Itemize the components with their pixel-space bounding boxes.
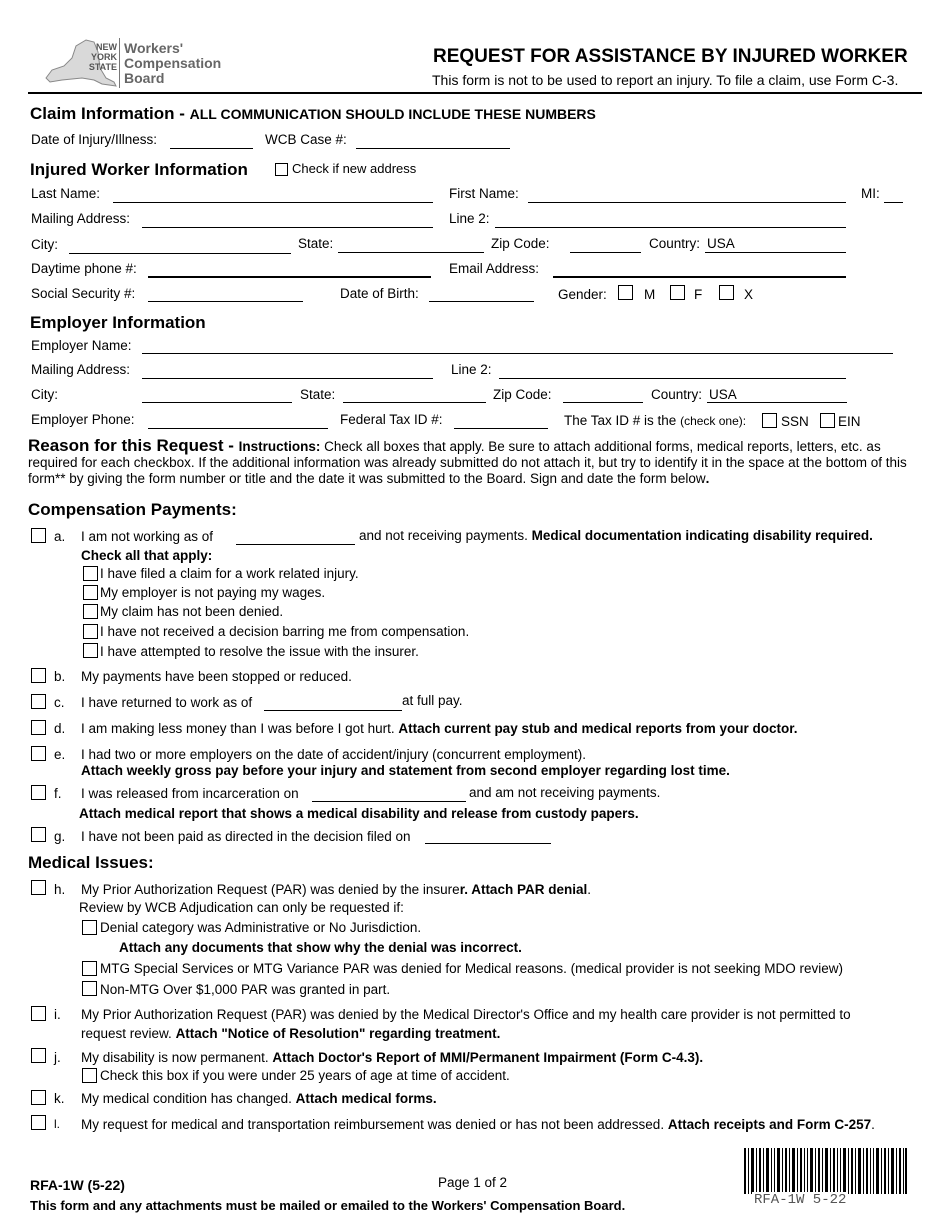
- state-field[interactable]: [338, 252, 484, 253]
- item-a-sub1-checkbox[interactable]: [83, 566, 98, 581]
- item-a-sub4-checkbox[interactable]: [83, 624, 98, 639]
- logo-state-text: NEW YORK STATE: [88, 42, 117, 72]
- mi-label: MI:: [861, 186, 880, 201]
- item-c-text1: I have returned to work as of: [81, 695, 253, 710]
- item-a-letter: a.: [54, 529, 66, 544]
- item-e-bold: Attach weekly gross pay before your injury and statement from second employer regarding lost time.: [81, 763, 730, 778]
- item-l-letter: l.: [54, 1117, 60, 1131]
- item-l-checkbox[interactable]: [31, 1115, 46, 1130]
- item-g-text: I have not been paid as directed in the decision filed on: [81, 829, 411, 844]
- email-label: Email Address:: [449, 261, 540, 276]
- zip-field[interactable]: [570, 252, 641, 253]
- item-b-checkbox[interactable]: [31, 668, 46, 683]
- employer-mailing-label: Mailing Address:: [31, 362, 131, 377]
- item-j-sub-checkbox[interactable]: [82, 1068, 97, 1083]
- item-j-letter: j.: [54, 1050, 61, 1065]
- item-b-text: My payments have been stopped or reduced.: [81, 669, 352, 684]
- item-d-letter: d.: [54, 721, 66, 736]
- gender-m-label: M: [644, 287, 656, 302]
- barcode-text: RFA-1W 5-22: [754, 1192, 847, 1208]
- item-f-text1: I was released from incarceration on: [81, 786, 299, 801]
- tax-id-ein-label: EIN: [838, 414, 861, 429]
- item-i-text1: My Prior Authorization Request (PAR) was denied by the Medical Director's Office and my health care provider is not permitted to: [81, 1007, 851, 1022]
- item-a-text2: and not receiving payments. Medical documentation indicating disability required.: [359, 528, 873, 543]
- state-label: State:: [298, 236, 334, 251]
- phone-label: Daytime phone #:: [31, 261, 137, 276]
- new-address-label: Check if new address: [292, 161, 417, 176]
- item-j-text: My disability is now permanent. Attach Doctor's Report of MMI/Permanent Impairment (Form C-4.3).: [81, 1050, 704, 1065]
- employer-line2-field[interactable]: [499, 378, 846, 379]
- employer-line2-label: Line 2:: [451, 362, 492, 377]
- date-of-injury-label: Date of Injury/Illness:: [31, 132, 158, 147]
- employer-country-field[interactable]: USA: [709, 387, 737, 402]
- item-g-checkbox[interactable]: [31, 827, 46, 842]
- item-a-sub2-checkbox[interactable]: [83, 585, 98, 600]
- item-a-text1: I am not working as of: [81, 529, 214, 544]
- item-g-date-field[interactable]: [425, 843, 551, 844]
- item-j-sub-text: Check this box if you were under 25 years of age at time of accident.: [100, 1068, 510, 1083]
- last-name-label: Last Name:: [31, 186, 101, 201]
- employer-name-label: Employer Name:: [31, 338, 132, 353]
- first-name-label: First Name:: [449, 186, 519, 201]
- city-label: City:: [31, 237, 58, 252]
- item-h-sub2-text: MTG Special Services or MTG Variance PAR was denied for Medical reasons. (medical provider is not seeking MDO review): [100, 961, 844, 976]
- item-l-text: My request for medical and transportation reimbursement was denied or has not been addressed. Attach receipts and Form C-257.: [81, 1117, 875, 1132]
- tax-id-ein-checkbox[interactable]: [820, 413, 835, 428]
- first-name-field[interactable]: [528, 202, 846, 203]
- item-a-check-all: Check all that apply:: [81, 548, 213, 563]
- item-i-letter: i.: [54, 1007, 61, 1022]
- medical-heading: Medical Issues:: [28, 853, 154, 872]
- gender-label: Gender:: [558, 287, 607, 302]
- dob-label: Date of Birth:: [340, 286, 419, 301]
- item-h-sub3-text: Non-MTG Over $1,000 PAR was granted in part.: [100, 982, 391, 997]
- compensation-heading: Compensation Payments:: [28, 500, 237, 519]
- item-a-checkbox[interactable]: [31, 528, 46, 543]
- line2-field[interactable]: [495, 227, 846, 228]
- employer-phone-field[interactable]: [148, 428, 328, 429]
- nys-wcb-logo: [42, 38, 222, 90]
- item-c-letter: c.: [54, 695, 65, 710]
- mi-field[interactable]: [884, 202, 903, 203]
- item-h-checkbox[interactable]: [31, 880, 46, 895]
- item-h-sub1-bold: Attach any documents that show why the denial was incorrect.: [119, 940, 522, 955]
- header-rule: [28, 92, 922, 94]
- tax-id-field[interactable]: [454, 428, 548, 429]
- employer-zip-field[interactable]: [563, 402, 643, 403]
- tax-id-ssn-checkbox[interactable]: [762, 413, 777, 428]
- reason-instructions: Reason for this Request - Instructions: Check all boxes that apply. Be sure to attach additional forms, medical reports, letters, etc. as required for each checkbox. If the additional information was already submitted do not attach it, but try to identify it in the space at the bottom of this form** by giving the form number or title and the date it was submitted to the Board. Sign and date the form below.: [28, 436, 907, 486]
- phone-field[interactable]: [148, 276, 431, 278]
- country-field[interactable]: USA: [707, 236, 735, 251]
- worker-heading: Injured Worker Information: [30, 160, 248, 179]
- item-h-sub2-checkbox[interactable]: [82, 961, 97, 976]
- barcode: [744, 1148, 907, 1208]
- item-c-text2: at full pay.: [402, 693, 463, 708]
- line2-label: Line 2:: [449, 211, 490, 226]
- employer-heading: Employer Information: [30, 313, 206, 332]
- last-name-field[interactable]: [113, 202, 433, 203]
- item-h-sub1-checkbox[interactable]: [82, 920, 97, 935]
- item-a-sub4-text: I have not received a decision barring me from compensation.: [100, 624, 470, 639]
- item-h-review: Review by WCB Adjudication can only be requested if:: [79, 900, 404, 915]
- city-field[interactable]: [69, 253, 291, 254]
- item-i-checkbox[interactable]: [31, 1006, 46, 1021]
- item-a-sub5-text: I have attempted to resolve the issue with the insurer.: [100, 644, 419, 659]
- item-c-date-field[interactable]: [264, 710, 402, 711]
- gender-m-checkbox[interactable]: [618, 285, 633, 300]
- employer-country-label: Country:: [651, 387, 703, 402]
- item-a-sub5-checkbox[interactable]: [83, 643, 98, 658]
- zip-label: Zip Code:: [491, 236, 550, 251]
- wcb-case-field[interactable]: [356, 148, 510, 149]
- tax-id-ssn-label: SSN: [781, 414, 809, 429]
- logo-org-text: Workers' Compensation Board: [124, 40, 222, 86]
- claim-heading: Claim Information - ALL COMMUNICATION SHOULD INCLUDE THESE NUMBERS: [30, 104, 596, 123]
- item-e-checkbox[interactable]: [31, 746, 46, 761]
- item-f-text2: and am not receiving payments.: [469, 785, 661, 800]
- wcb-case-label: WCB Case #:: [265, 132, 347, 147]
- item-f-bold: Attach medical report that shows a medical disability and release from custody papers.: [79, 806, 639, 821]
- item-k-letter: k.: [54, 1091, 65, 1106]
- gender-x-checkbox[interactable]: [719, 285, 734, 300]
- ssn-field[interactable]: [148, 301, 303, 302]
- date-of-injury-field[interactable]: [170, 148, 253, 149]
- gender-x-label: X: [744, 287, 754, 302]
- employer-state-label: State:: [300, 387, 336, 402]
- item-a-sub2-text: My employer is not paying my wages.: [100, 585, 326, 600]
- employer-name-field[interactable]: [142, 353, 893, 354]
- email-field[interactable]: [553, 276, 846, 278]
- barcode-icon: [744, 1148, 907, 1194]
- item-j-checkbox[interactable]: [31, 1048, 46, 1063]
- employer-mailing-field[interactable]: [142, 378, 433, 379]
- item-h-text: My Prior Authorization Request (PAR) was denied by the insurer. Attach PAR denial.: [81, 882, 591, 897]
- item-f-date-field[interactable]: [312, 801, 466, 802]
- employer-state-field[interactable]: [343, 402, 486, 403]
- mailing-address-label: Mailing Address:: [31, 211, 131, 226]
- item-f-checkbox[interactable]: [31, 785, 46, 800]
- item-k-checkbox[interactable]: [31, 1090, 46, 1105]
- country-label: Country:: [649, 236, 701, 251]
- page-number: Page 1 of 2: [438, 1175, 508, 1190]
- ssn-label: Social Security #:: [31, 286, 136, 301]
- item-h-sub1-text: Denial category was Administrative or No Jurisdiction.: [100, 920, 422, 935]
- item-h-letter: h.: [54, 882, 66, 897]
- item-d-checkbox[interactable]: [31, 720, 46, 735]
- item-i-text2: request review. Attach "Notice of Resolution" regarding treatment.: [81, 1026, 501, 1041]
- form-title: REQUEST FOR ASSISTANCE BY INJURED WORKER: [433, 46, 908, 67]
- employer-phone-label: Employer Phone:: [31, 412, 135, 427]
- item-e-letter: e.: [54, 747, 66, 762]
- item-g-letter: g.: [54, 829, 66, 844]
- tax-id-label: Federal Tax ID #:: [340, 412, 443, 427]
- item-b-letter: b.: [54, 669, 66, 684]
- item-a-sub3-text: My claim has not been denied.: [100, 604, 284, 619]
- item-d-text: I am making less money than I was before I got hurt. Attach current pay stub and medical reports from your doctor.: [81, 721, 798, 736]
- employer-zip-label: Zip Code:: [493, 387, 552, 402]
- item-k-text: My medical condition has changed. Attach medical forms.: [81, 1091, 437, 1106]
- item-f-letter: f.: [54, 786, 62, 801]
- employer-city-label: City:: [31, 387, 58, 402]
- item-a-sub3-checkbox[interactable]: [83, 604, 98, 619]
- footer-notice: This form and any attachments must be mailed or emailed to the Workers' Compensation Board.: [30, 1198, 626, 1213]
- form-subtitle: This form is not to be used to report an injury. To file a claim, use Form C-3.: [432, 72, 899, 88]
- form-id: RFA-1W (5-22): [30, 1177, 125, 1193]
- item-c-checkbox[interactable]: [31, 694, 46, 709]
- dob-field[interactable]: [429, 301, 534, 302]
- item-e-text: I had two or more employers on the date of accident/injury (concurrent employment).: [81, 747, 586, 762]
- employer-city-field[interactable]: [142, 402, 292, 403]
- item-a-sub1-text: I have filed a claim for a work related injury.: [100, 566, 359, 581]
- employer-country-line: [707, 402, 847, 403]
- item-a-date-field[interactable]: [236, 544, 355, 545]
- gender-f-checkbox[interactable]: [670, 285, 685, 300]
- item-h-sub3-checkbox[interactable]: [82, 981, 97, 996]
- mailing-address-field[interactable]: [142, 227, 433, 228]
- country-field-line: [705, 252, 846, 253]
- new-address-checkbox[interactable]: [275, 163, 288, 176]
- gender-f-label: F: [694, 287, 703, 302]
- tax-id-type-label: The Tax ID # is the (check one):: [564, 413, 747, 428]
